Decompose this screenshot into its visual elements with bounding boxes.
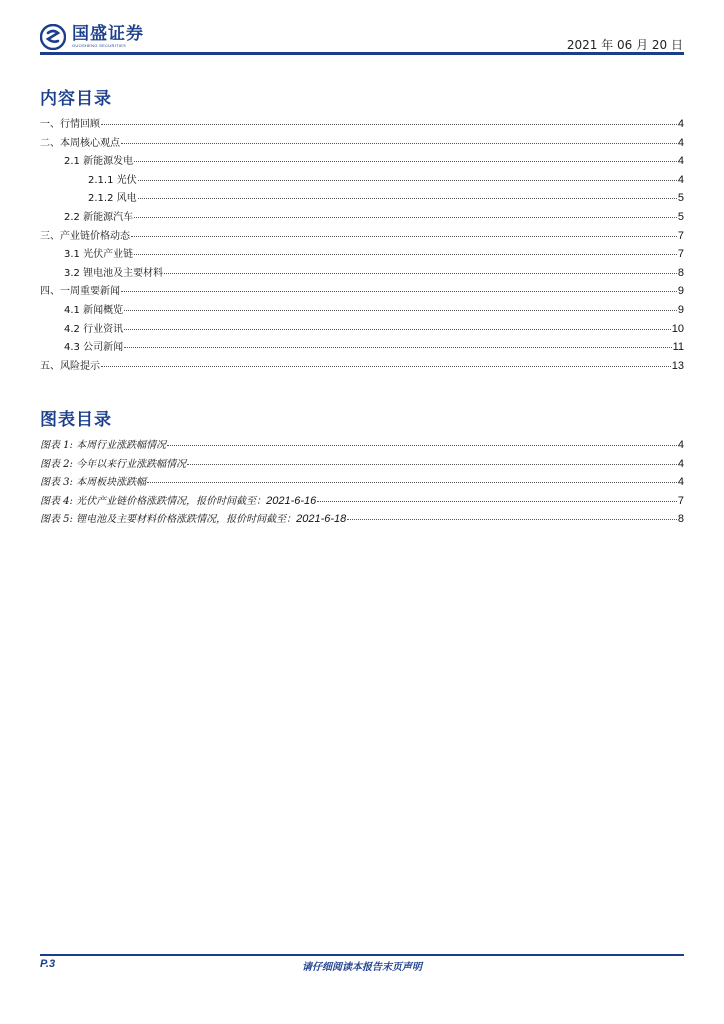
- figure-entry-label[interactable]: [40, 455, 186, 470]
- toc-title: 内容目录: [40, 89, 112, 109]
- toc-entry-label[interactable]: 4.1 新闻概览: [64, 304, 124, 316]
- dot-leader: [187, 464, 677, 465]
- figure-entry-page: 4: [677, 476, 684, 489]
- dot-leader: [317, 501, 677, 502]
- toc-entry[interactable]: [40, 115, 684, 134]
- toc-entry-label[interactable]: 五、风险提示: [40, 360, 100, 372]
- header-divider: [40, 52, 684, 55]
- logo-subtitle: GUOSHENG SECURITIES: [72, 43, 127, 48]
- toc-entry[interactable]: [40, 301, 684, 320]
- dot-leader: [134, 254, 677, 255]
- dot-leader: [101, 124, 677, 125]
- toc-entry-label[interactable]: 四、一周重要新闻: [40, 286, 120, 298]
- figure-entry-page: 7: [677, 494, 684, 507]
- figure-entry-title: 图表 3: 本周板块涨跌幅: [40, 477, 147, 489]
- page-number: P.3: [40, 958, 56, 970]
- toc-entry[interactable]: [40, 152, 684, 171]
- toc-entry-label[interactable]: 2.1.1 光伏: [88, 174, 137, 186]
- toc-entry-label[interactable]: 4.3 公司新闻: [64, 342, 124, 354]
- figure-entry-page: 4: [677, 439, 684, 451]
- company-logo: [40, 24, 144, 50]
- toc-entry-page: 7: [677, 248, 684, 261]
- footer-divider: [40, 954, 684, 956]
- toc-entry-label[interactable]: 一、行情回顾: [40, 119, 100, 130]
- toc-entry[interactable]: [40, 282, 684, 301]
- toc-entry[interactable]: [40, 264, 684, 283]
- toc-list: [40, 115, 684, 375]
- toc-entry-page: 4: [677, 118, 684, 130]
- toc-entry-label[interactable]: 2.1 新能源发电: [64, 156, 134, 168]
- toc-entry-label[interactable]: 二、本周核心观点: [40, 137, 120, 149]
- toc-entry-page: 9: [677, 303, 684, 316]
- report-date: 2021 年 06 月 20 日: [566, 38, 683, 52]
- dot-leader: [164, 273, 677, 274]
- toc-entry[interactable]: [40, 208, 684, 227]
- toc-entry-label[interactable]: 3.2 锂电池及主要材料: [64, 267, 164, 279]
- toc-entry-page: 7: [677, 229, 684, 242]
- figure-entry[interactable]: [40, 436, 684, 455]
- figure-entry-label[interactable]: [40, 492, 316, 507]
- figure-entry-label[interactable]: [40, 436, 166, 451]
- toc-entry[interactable]: [40, 357, 684, 376]
- dot-leader: [121, 291, 677, 292]
- dot-leader: [124, 347, 671, 348]
- dot-leader: [101, 366, 671, 367]
- toc-entry-label[interactable]: 3.1 光伏产业链: [64, 249, 134, 261]
- toc-entry[interactable]: [40, 320, 684, 339]
- figure-entry-label[interactable]: [40, 510, 346, 525]
- toc-entry-page: 13: [671, 359, 684, 372]
- dot-leader: [147, 482, 677, 483]
- toc-entry[interactable]: [40, 338, 684, 357]
- disclaimer-note: 请仔细阅读本报告末页声明: [302, 962, 422, 973]
- dot-leader: [167, 445, 677, 446]
- figure-entry[interactable]: [40, 455, 684, 474]
- toc-entry-page: 4: [677, 173, 684, 186]
- guosheng-logo-icon: [40, 24, 66, 50]
- toc-entry[interactable]: [40, 189, 684, 208]
- toc-entry-page: 4: [677, 155, 684, 168]
- toc-entry-label[interactable]: 4.2 行业资讯: [64, 323, 124, 335]
- dot-leader: [134, 161, 677, 162]
- toc-entry-page: 5: [677, 210, 684, 223]
- figure-entry-title: 图表 5: 锂电池及主要材料价格涨跌情况，报价时间截至：: [40, 514, 297, 526]
- dot-leader: [138, 180, 677, 181]
- figure-entry-title: 图表 2: 今年以来行业涨跌幅情况: [40, 458, 187, 470]
- dot-leader: [138, 198, 677, 199]
- figure-entry[interactable]: [40, 510, 684, 529]
- figure-list-title: 图表目录: [40, 410, 112, 430]
- figure-entry-page: 8: [677, 513, 684, 526]
- toc-entry-page: 9: [677, 285, 684, 298]
- toc-entry[interactable]: [40, 171, 684, 190]
- dot-leader: [124, 310, 677, 311]
- dot-leader: [121, 143, 677, 144]
- toc-entry-label[interactable]: 2.2 新能源汽车: [64, 211, 134, 223]
- dot-leader: [124, 329, 671, 330]
- figure-entry-title: 图表 1: 本周行业涨跌幅情况: [40, 440, 167, 451]
- figure-entry[interactable]: [40, 492, 684, 511]
- dot-leader: [347, 519, 677, 520]
- figure-entry[interactable]: [40, 473, 684, 492]
- toc-entry-page: 5: [677, 192, 684, 205]
- figure-entry-label[interactable]: [40, 473, 146, 488]
- toc-entry[interactable]: [40, 134, 684, 153]
- figure-entry-date: 2021-6-16: [266, 494, 317, 507]
- toc-entry-page: 10: [671, 322, 684, 335]
- toc-entry[interactable]: [40, 245, 684, 264]
- toc-entry-page: 11: [672, 341, 684, 354]
- dot-leader: [131, 236, 677, 237]
- toc-entry-page: 8: [677, 266, 684, 279]
- toc-entry-label[interactable]: 2.1.2 风电: [88, 193, 137, 205]
- figure-entry-date: 2021-6-18: [296, 513, 347, 526]
- toc-entry[interactable]: [40, 227, 684, 246]
- toc-entry-label[interactable]: 三、产业链价格动态: [40, 230, 130, 242]
- figure-entry-page: 4: [677, 457, 684, 470]
- page-header: [0, 0, 724, 60]
- figure-entry-title: 图表 4: 光伏产业链价格涨跌情况，报价时间截至：: [40, 495, 267, 507]
- logo-name: 国盛证券: [72, 24, 144, 44]
- dot-leader: [134, 217, 677, 218]
- toc-entry-page: 4: [677, 136, 684, 149]
- figure-list: [40, 436, 684, 529]
